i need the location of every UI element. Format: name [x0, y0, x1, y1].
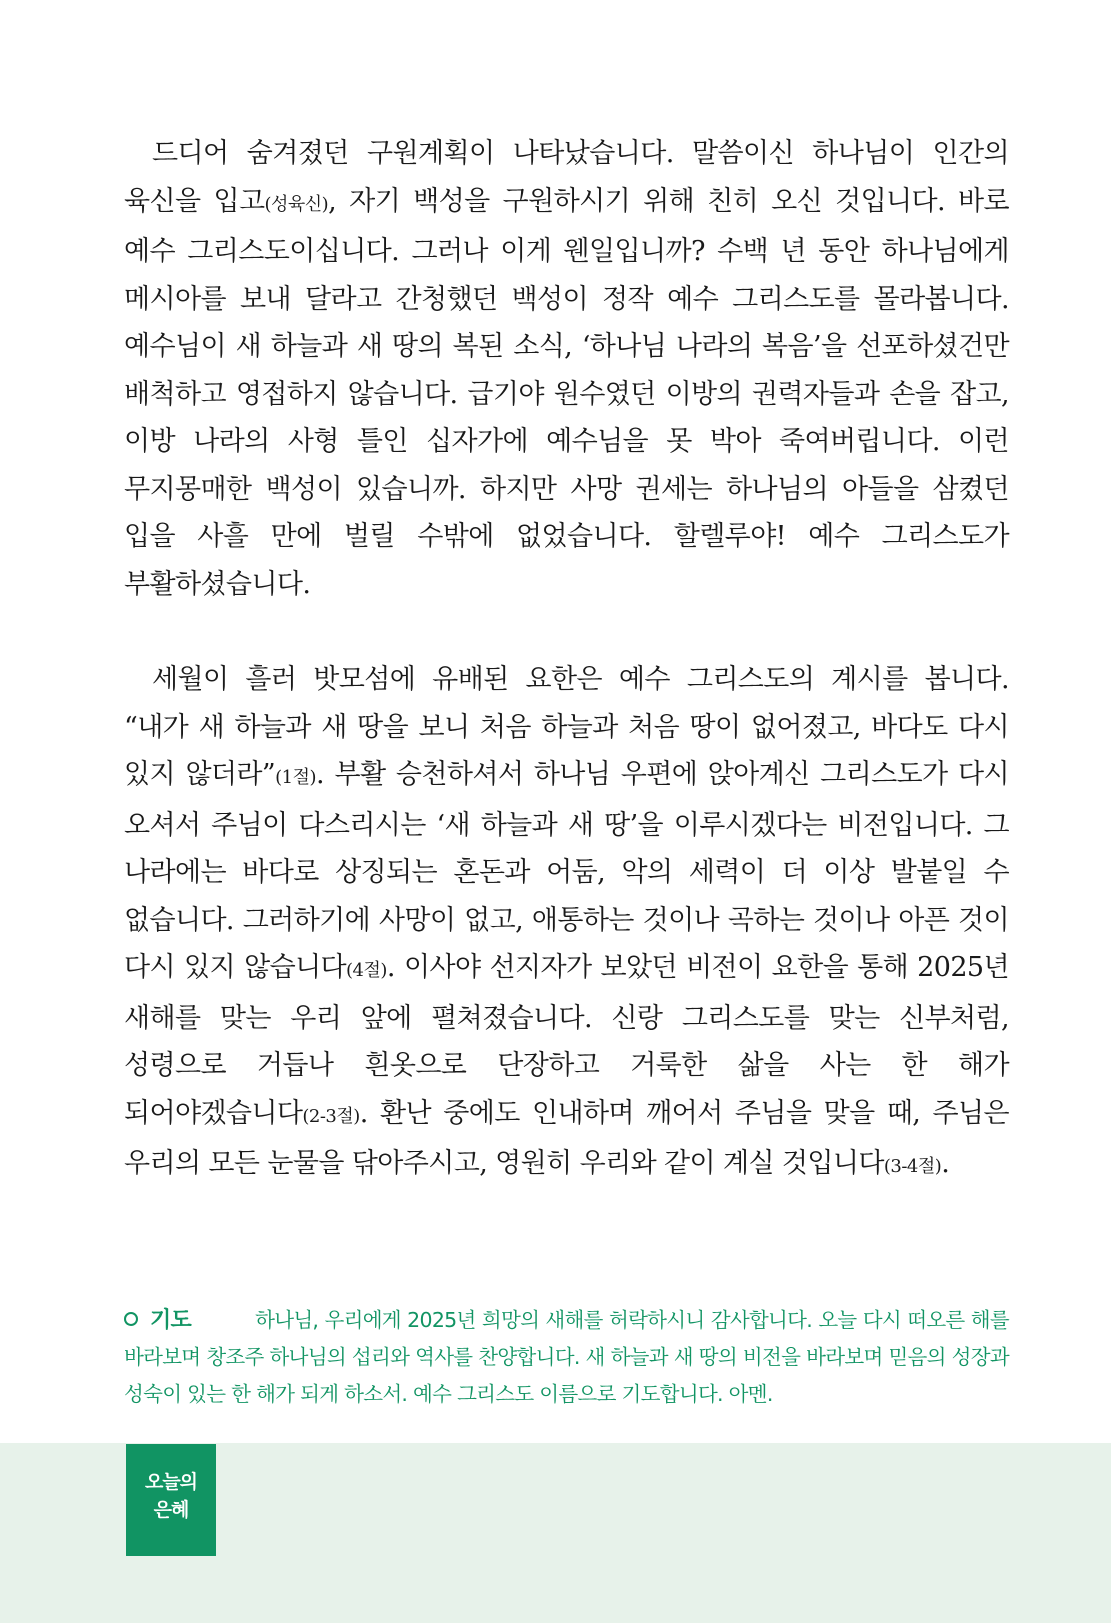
paragraph-2-text-a: 세월이 흘러 밧모섬에 유배된 요한은 예수 그리스도의 계시를 봅니다. “내가 새 하늘과 새 땅을 보니 처음 하늘과 처음 땅이 없어졌고, 바다도 다시 있지 않더라” — [124, 664, 1009, 790]
paragraph-2-text-d: . 환난 중에도 인내하며 깨어서 주님을 맞을 때, 주님은 우리의 모든 눈물을 닦아주시고, 영원히 우리와 같이 계실 것입니다 — [124, 1097, 1009, 1179]
verse-reference: (1절) — [275, 767, 316, 788]
prayer-text: 하나님, 우리에게 2025년 희망의 새해를 허락하시니 감사합니다. 오늘 다시 떠오른 해를 바라보며 창조주 하나님의 섭리와 역사를 찬양합니다. 새 하늘과 새 땅의 비전을 바라보며 믿음의 성장과 성숙이 있는 한 해가 되게 하소서. 예수 그리스도 이름으로 기도합니다. 아멘. — [124, 1308, 1009, 1406]
paragraph-1-text-a: 드디어 숨겨졌던 구원계획이 나타났습니다. 말씀이신 하나님이 인간의 육신을 입고 — [124, 138, 1009, 217]
verse-reference: (3-4절) — [883, 1156, 942, 1177]
devotional-paragraph-1 — [124, 130, 1009, 608]
paragraph-2-text-c: . 이사야 선지자가 보았던 비전이 요한을 통해 2025년 새해를 맞는 우리 앞에 펼쳐졌습니다. 신랑 그리스도를 맞는 신부처럼, 성령으로 거듭나 흰옷으로 단장하고 거룩한 삶을 사는 한 해가 되어야겠습니다 — [124, 952, 1009, 1129]
devotional-paragraph-2 — [124, 656, 1009, 1191]
badge-line-1: 오늘의 — [144, 1471, 198, 1493]
todays-grace-badge — [126, 1444, 216, 1556]
circle-bullet-icon — [124, 1312, 138, 1326]
paragraph-2-text-b: . 부활 승천하셔서 하나님 우편에 앉아계신 그리스도가 다시 오셔서 주님이 다스리시는 ‘새 하늘과 새 땅’을 이루시겠다는 비전입니다. 그 나라에는 바다로 상징되는 혼돈과 어둠, 악의 세력이 더 이상 발붙일 수 없습니다. 그러하기에 사망이 없고, 애통하는 것이나 곡하는 것이나 아픈 것이 다시 있지 않습니다 — [124, 759, 1009, 983]
prayer-label: 기도 — [150, 1308, 192, 1333]
prayer-section — [124, 1302, 1009, 1413]
verse-reference: (2-3절) — [302, 1105, 360, 1127]
verse-reference: (4절) — [346, 960, 387, 981]
devotional-body — [124, 130, 1009, 1191]
badge-line-2: 은혜 — [153, 1499, 189, 1521]
verse-reference: (성육신) — [264, 193, 329, 215]
paragraph-2-text-e: . — [941, 1148, 950, 1179]
paragraph-1-text-b: , 자기 백성을 구원하시기 위해 친히 오신 것입니다. 바로 예수 그리스도이십니다. 그러나 이게 웬일입니까? 수백 년 동안 하나님에게 메시아를 보내 달라고 간청했던 백성이 정작 예수 그리스도를 몰라봅니다. 예수님이 새 하늘과 새 땅의 복된 소식, ‘하나님 나라의 복음’을 선포하셨건만 배척하고 영접하지 않습니다. 급기야 원수였던 이방의 권력자들과 손을 잡고, 이방 나라의 사형 틀인 십자가에 예수님을 못 박아 죽여버립니다. 이런 무지몽매한 백성이 있습니까. 하지만 사망 권세는 하나님의 아들을 삼켰던 입을 사흘 만에 벌릴 수밖에 없었습니다. 할렐루야! 예수 그리스도가 부활하셨습니다. — [124, 185, 1009, 600]
